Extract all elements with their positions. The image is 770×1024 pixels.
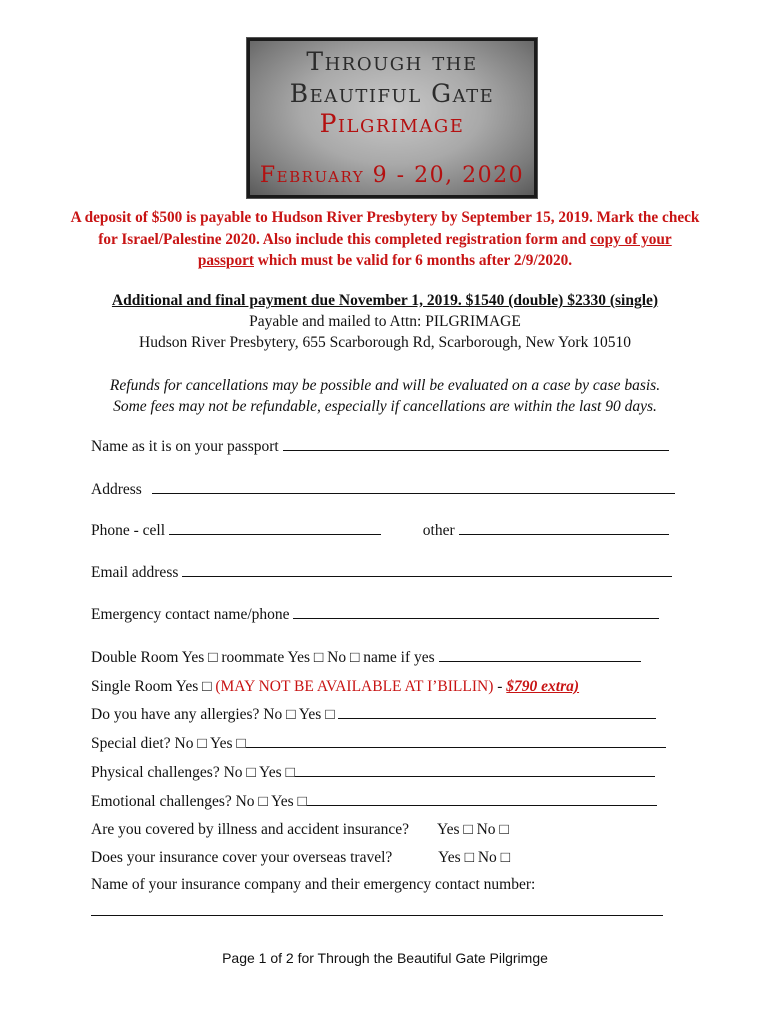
double-room-row bbox=[91, 649, 641, 667]
insured-answer[interactable]: Yes □ No □ bbox=[436, 821, 509, 838]
physical-label[interactable]: Physical challenges? No □ Yes □ bbox=[91, 764, 295, 781]
single-room-dash: - bbox=[493, 678, 507, 695]
email-field[interactable] bbox=[182, 564, 672, 577]
banner-dates: February 9 - 20, 2020 bbox=[259, 163, 525, 188]
banner-line-2: Beautiful Gate bbox=[289, 79, 495, 108]
physical-row bbox=[91, 764, 655, 782]
name-field-row bbox=[91, 438, 669, 456]
single-room-warning: (MAY NOT BE AVAILABLE AT I’BILLIN) bbox=[215, 678, 494, 695]
diet-field[interactable] bbox=[246, 735, 666, 748]
payable-line: Payable and mailed to Attn: PILGRIMAGE bbox=[249, 313, 521, 330]
roommate-name-field[interactable] bbox=[439, 649, 641, 662]
address-field[interactable] bbox=[152, 481, 675, 494]
single-room-row bbox=[91, 678, 579, 696]
name-field[interactable] bbox=[283, 438, 669, 451]
page-footer: Page 1 of 2 for Through the Beautiful Gate Pilgrimge bbox=[222, 950, 548, 966]
single-room-label[interactable]: Single Room Yes □ bbox=[91, 678, 216, 695]
overseas-answer[interactable]: Yes □ No □ bbox=[438, 849, 511, 866]
title-banner bbox=[247, 38, 537, 198]
banner-line-1: Through the bbox=[306, 47, 478, 76]
insurer-field[interactable] bbox=[91, 915, 663, 916]
phone-cell-label: Phone - cell bbox=[91, 522, 166, 539]
refund-line-2: Some fees may not be refundable, especially if cancellations are within the last 90 days. bbox=[113, 398, 657, 415]
phone-other-label: other bbox=[422, 522, 455, 539]
allergies-field[interactable] bbox=[338, 706, 656, 719]
emergency-label: Emergency contact name/phone bbox=[91, 606, 290, 623]
final-payment-line: Additional and final payment due November 1, 2019. $1540 (double) $2330 (single) bbox=[111, 292, 659, 309]
diet-row bbox=[91, 735, 666, 753]
emotional-field[interactable] bbox=[307, 793, 657, 806]
address-field-row bbox=[91, 481, 675, 499]
email-label: Email address bbox=[91, 564, 179, 581]
refund-policy bbox=[40, 375, 730, 417]
emergency-field-row bbox=[91, 606, 659, 624]
insured-row bbox=[91, 821, 509, 839]
address-label: Address bbox=[91, 481, 142, 498]
phone-cell-field[interactable] bbox=[169, 522, 381, 535]
email-field-row bbox=[91, 564, 672, 582]
double-room-label[interactable]: Double Room Yes □ roommate Yes □ No □ name if yes bbox=[91, 649, 435, 666]
allergies-label[interactable]: Do you have any allergies? No □ Yes □ bbox=[91, 706, 339, 723]
allergies-row bbox=[91, 706, 656, 724]
name-label: Name as it is on your passport bbox=[91, 438, 279, 455]
insurer-label: Name of your insurance company and their emergency contact number: bbox=[91, 876, 536, 893]
physical-field[interactable] bbox=[295, 764, 655, 777]
emergency-field[interactable] bbox=[293, 606, 659, 619]
emotional-row bbox=[91, 793, 657, 811]
overseas-question: Does your insurance cover your overseas travel? bbox=[91, 849, 393, 866]
phone-field-row bbox=[91, 522, 669, 540]
banner-line-3: Pilgrimage bbox=[319, 109, 465, 138]
deposit-passport-copy: copy of your passport bbox=[197, 230, 672, 269]
mailing-address: Hudson River Presbytery, 655 Scarborough Rd, Scarborough, New York 10510 bbox=[139, 334, 631, 351]
overseas-row bbox=[91, 849, 510, 867]
insurer-row bbox=[91, 876, 535, 894]
deposit-text-1: A deposit of $500 is payable to Hudson River Presbytery by September 15, 2019. Mark the check for Israel/Palestine 2020. Also include this completed registration form and bbox=[70, 209, 700, 248]
emotional-label[interactable]: Emotional challenges? No □ Yes □ bbox=[91, 793, 307, 810]
phone-other-field[interactable] bbox=[459, 522, 669, 535]
refund-line-1: Refunds for cancellations may be possible and will be evaluated on a case by case basis. bbox=[109, 377, 661, 394]
insured-question: Are you covered by illness and accident insurance? bbox=[91, 821, 410, 838]
deposit-notice bbox=[70, 207, 700, 272]
deposit-text-2: which must be valid for 6 months after 2/9/2020. bbox=[253, 252, 573, 269]
single-room-extra: $790 extra) bbox=[506, 678, 580, 695]
diet-label[interactable]: Special diet? No □ Yes □ bbox=[91, 735, 246, 752]
